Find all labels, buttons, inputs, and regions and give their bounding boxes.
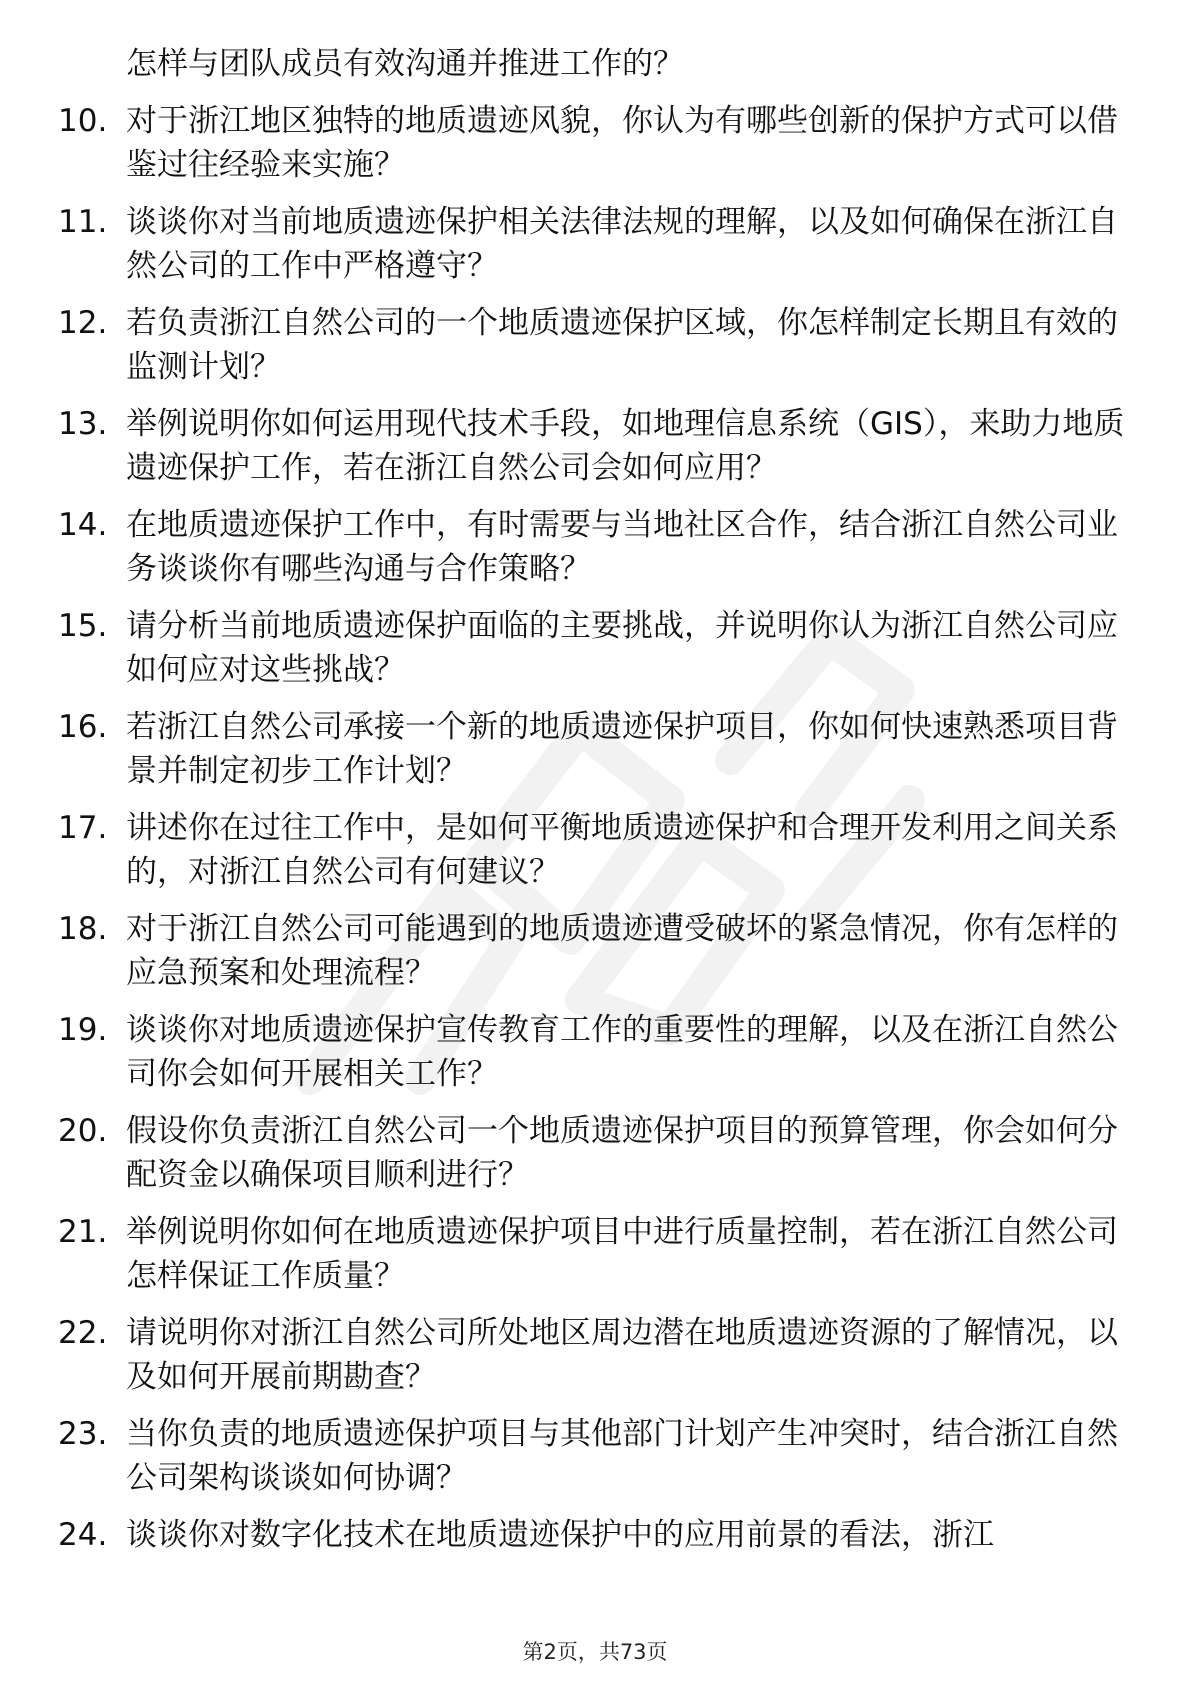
question-number: 21.: [58, 1214, 108, 1250]
question-number: 22.: [58, 1315, 108, 1351]
question-number: 13.: [58, 406, 108, 442]
question-number: 11.: [58, 204, 108, 240]
question-number: 10.: [58, 103, 108, 139]
list-item: [58, 1008, 1138, 1096]
list-item: [58, 200, 1138, 288]
question-text: 请说明你对浙江自然公司所处地区周边潜在地质遗迹资源的了解情况，以及如何开展前期勘查？: [126, 1315, 1118, 1395]
question-text: 谈谈你对地质遗迹保护宣传教育工作的重要性的理解，以及在浙江自然公司你会如何开展相关工作？: [126, 1012, 1118, 1092]
question-text: 若浙江自然公司承接一个新的地质遗迹保护项目，你如何快速熟悉项目背景并制定初步工作计划？: [126, 709, 1118, 789]
question-text: 假设你负责浙江自然公司一个地质遗迹保护项目的预算管理，你会如何分配资金以确保项目顺利进行？: [126, 1113, 1118, 1193]
list-item: [58, 1513, 1138, 1557]
question-number: 24.: [58, 1517, 108, 1553]
question-number: 18.: [58, 911, 108, 947]
question-text: 谈谈你对当前地质遗迹保护相关法律法规的理解，以及如何确保在浙江自然公司的工作中严格遵守？: [126, 204, 1118, 284]
list-item: [58, 1210, 1138, 1298]
question-text: 讲述你在过往工作中，是如何平衡地质遗迹保护和合理开发利用之间关系的，对浙江自然公司有何建议？: [126, 810, 1118, 890]
question-number: 23.: [58, 1416, 108, 1452]
list-item: [58, 42, 1138, 86]
page-number: 第2页，共73页: [522, 1640, 668, 1664]
list-item: [58, 1311, 1138, 1399]
list-item: [58, 604, 1138, 692]
question-text: 对于浙江地区独特的地质遗迹风貌，你认为有哪些创新的保护方式可以借鉴过往经验来实施？: [126, 103, 1118, 183]
question-text: 在地质遗迹保护工作中，有时需要与当地社区合作，结合浙江自然公司业务谈谈你有哪些沟通与合作策略？: [126, 507, 1118, 587]
list-item: [58, 301, 1138, 389]
list-item: [58, 806, 1138, 894]
list-item: [58, 1109, 1138, 1197]
question-number: 17.: [58, 810, 108, 846]
question-text: 对于浙江自然公司可能遇到的地质遗迹遭受破坏的紧急情况，你有怎样的应急预案和处理流程？: [126, 911, 1118, 991]
list-item: [58, 705, 1138, 793]
list-item: [58, 402, 1138, 490]
question-text: 若负责浙江自然公司的一个地质遗迹保护区域，你怎样制定长期且有效的监测计划？: [126, 305, 1118, 385]
question-number: 19.: [58, 1012, 108, 1048]
question-number: 14.: [58, 507, 108, 543]
list-item: [58, 1412, 1138, 1500]
question-text: 怎样与团队成员有效沟通并推进工作的？: [126, 46, 684, 82]
question-text: 谈谈你对数字化技术在地质遗迹保护中的应用前景的看法，浙江: [126, 1517, 994, 1553]
question-list: [58, 42, 1138, 1570]
question-number: 16.: [58, 709, 108, 745]
list-item: [58, 503, 1138, 591]
question-text: 举例说明你如何运用现代技术手段，如地理信息系统（GIS），来助力地质遗迹保护工作，若在浙江自然公司会如何应用？: [126, 406, 1125, 486]
question-number: 20.: [58, 1113, 108, 1149]
list-item: [58, 99, 1138, 187]
question-text: 当你负责的地质遗迹保护项目与其他部门计划产生冲突时，结合浙江自然公司架构谈谈如何协调？: [126, 1416, 1118, 1496]
question-number: 15.: [58, 608, 108, 644]
question-number: 12.: [58, 305, 108, 341]
list-item: [58, 907, 1138, 995]
question-text: 请分析当前地质遗迹保护面临的主要挑战，并说明你认为浙江自然公司应如何应对这些挑战？: [126, 608, 1118, 688]
question-text: 举例说明你如何在地质遗迹保护项目中进行质量控制，若在浙江自然公司怎样保证工作质量？: [126, 1214, 1118, 1294]
